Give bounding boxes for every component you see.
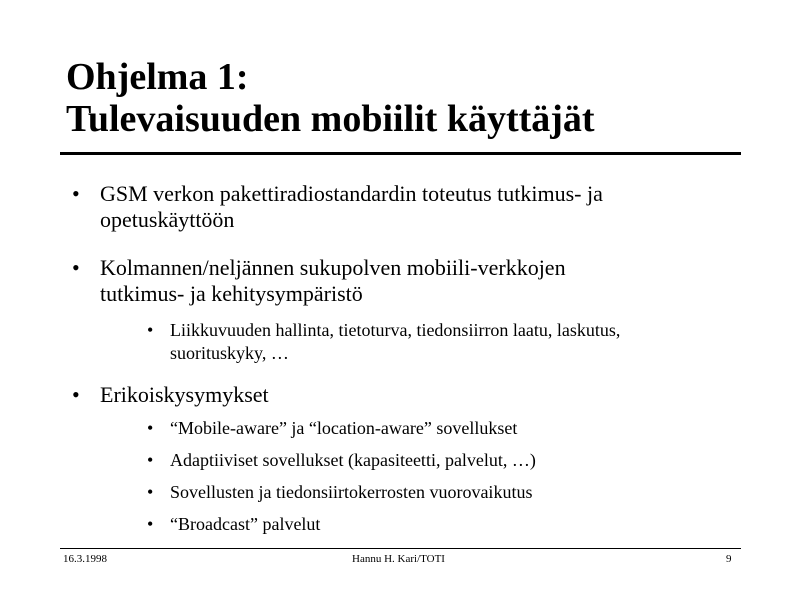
bullet-dot-icon: • bbox=[72, 382, 80, 407]
sub-bullet-dot-icon: • bbox=[147, 514, 154, 534]
sub-bullet-item-broadcast bbox=[147, 513, 320, 536]
footer-date: 16.3.1998 bbox=[63, 553, 107, 565]
sub-bullet-dot-icon: • bbox=[147, 418, 154, 438]
bullet-text-line-1: GSM verkon pakettiradiostandardin toteutus tutkimus- ja bbox=[100, 181, 603, 206]
slide-title-line-1: Ohjelma 1: bbox=[66, 56, 249, 98]
sub-bullet-dot-icon: • bbox=[147, 482, 154, 502]
footer-page-number: 9 bbox=[726, 553, 732, 565]
bullet-text-line-1: Kolmannen/neljännen sukupolven mobiili-verkkojen bbox=[100, 255, 566, 280]
bullet-item-3g-4g bbox=[72, 255, 566, 307]
sub-bullet-text: “Mobile-aware” ja “location-aware” sovellukset bbox=[170, 418, 518, 438]
sub-bullet-item-aware-apps bbox=[147, 417, 517, 440]
bullet-dot-icon: • bbox=[72, 255, 80, 280]
bullet-text-line-1: Erikoiskysymykset bbox=[100, 382, 269, 407]
footer-divider bbox=[60, 548, 741, 549]
sub-bullet-text: Adaptiiviset sovellukset (kapasiteetti, palvelut, …) bbox=[170, 450, 536, 470]
slide-title bbox=[66, 56, 766, 140]
bullet-text-line-2: tutkimus- ja kehitysympäristö bbox=[100, 281, 363, 306]
sub-bullet-item-layer-interaction bbox=[147, 481, 532, 504]
bullet-item-gsm bbox=[72, 181, 603, 233]
sub-bullet-item-mobility bbox=[147, 319, 620, 365]
bullet-text-line-2: opetuskäyttöön bbox=[100, 207, 235, 232]
slide-title-line-2: Tulevaisuuden mobiilit käyttäjät bbox=[66, 98, 595, 140]
sub-bullet-dot-icon: • bbox=[147, 320, 154, 340]
sub-bullet-item-adaptive-apps bbox=[147, 449, 536, 472]
sub-bullet-text-line-2: suorituskyky, … bbox=[170, 343, 289, 363]
bullet-dot-icon: • bbox=[72, 181, 80, 206]
sub-bullet-dot-icon: • bbox=[147, 450, 154, 470]
bullet-item-special-issues bbox=[72, 382, 269, 408]
sub-bullet-text-line-1: Liikkuvuuden hallinta, tietoturva, tiedonsiirron laatu, laskutus, bbox=[170, 320, 621, 340]
footer-author: Hannu H. Kari/TOTI bbox=[352, 553, 445, 565]
sub-bullet-text: Sovellusten ja tiedonsiirtokerrosten vuorovaikutus bbox=[170, 482, 533, 502]
title-underline bbox=[60, 152, 741, 155]
sub-bullet-text: “Broadcast” palvelut bbox=[170, 514, 321, 534]
